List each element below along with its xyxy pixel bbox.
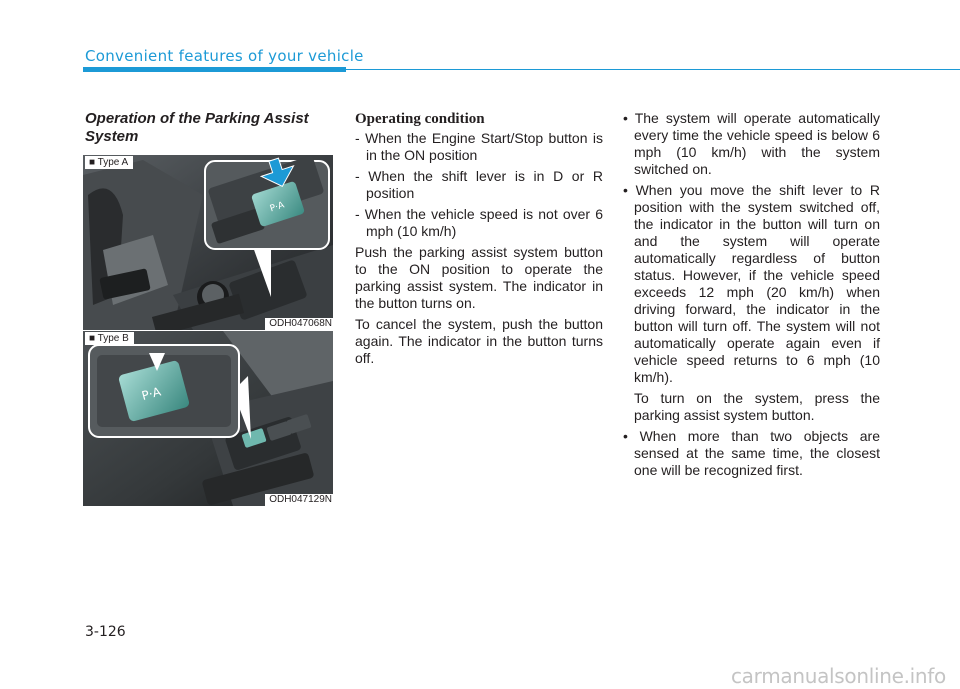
page-number: 3-126 [85,624,126,640]
section-title: Operation of the Parking Assist System [85,110,309,145]
section-header-rule [346,69,960,70]
figure-type-label: ■ Type A [85,156,133,169]
operating-condition-heading: Operating condition [355,111,485,127]
section-header-bar [83,67,346,72]
watermark: carmanualsonline.info [730,664,946,688]
figure-code: ODH047129N [265,494,333,506]
figure-type-b [83,331,333,506]
operation-notes [623,110,880,483]
bullet-continuation: To turn on the system, press the parking assist system button. [634,390,880,423]
figure-type-label: ■ Type B [85,332,134,345]
bullet-item: • The system will operate automatically every time the vehicle speed is below 6 mph (10 km/h) with the system switched on. [623,110,880,177]
condition-item: - When the vehicle speed is not over 6 mph (10 km/h) [355,206,603,239]
condition-item: - When the shift lever is in D or R position [355,168,603,201]
console-photo-a [83,155,333,330]
operating-condition-section [355,110,603,371]
condition-item: - When the Engine Start/Stop button is in the ON position [355,130,603,163]
figure-type-a [83,155,333,330]
body-paragraph: To cancel the system, push the button again. The indicator in the button turns off. [355,316,603,366]
bullet-item: • When more than two objects are sensed at the same time, the closest one will be recognized first. [623,428,880,478]
bullet-item: • When you move the shift lever to R position with the system switched off, the indicator in the button will turn on and the system will operate automatically regardless of button status. However, if the vehicle speed exceeds 12 mph (20 km/h) when driving forward, the indicator in the button will turn off. The system will not automatically operate again even if vehicle speed returns to 6 mph (10 km/h). [623,182,880,385]
parking-assist-icon: P·A [268,200,286,215]
console-photo-b [83,331,333,506]
section-header-title: Convenient features of your vehicle [85,47,364,65]
parking-assist-icon: P·A [140,384,163,404]
body-paragraph: Push the parking assist system button to the ON position to operate the parking assist system. The indicator in the button turns on. [355,244,603,311]
figure-code: ODH047068N [265,318,333,330]
